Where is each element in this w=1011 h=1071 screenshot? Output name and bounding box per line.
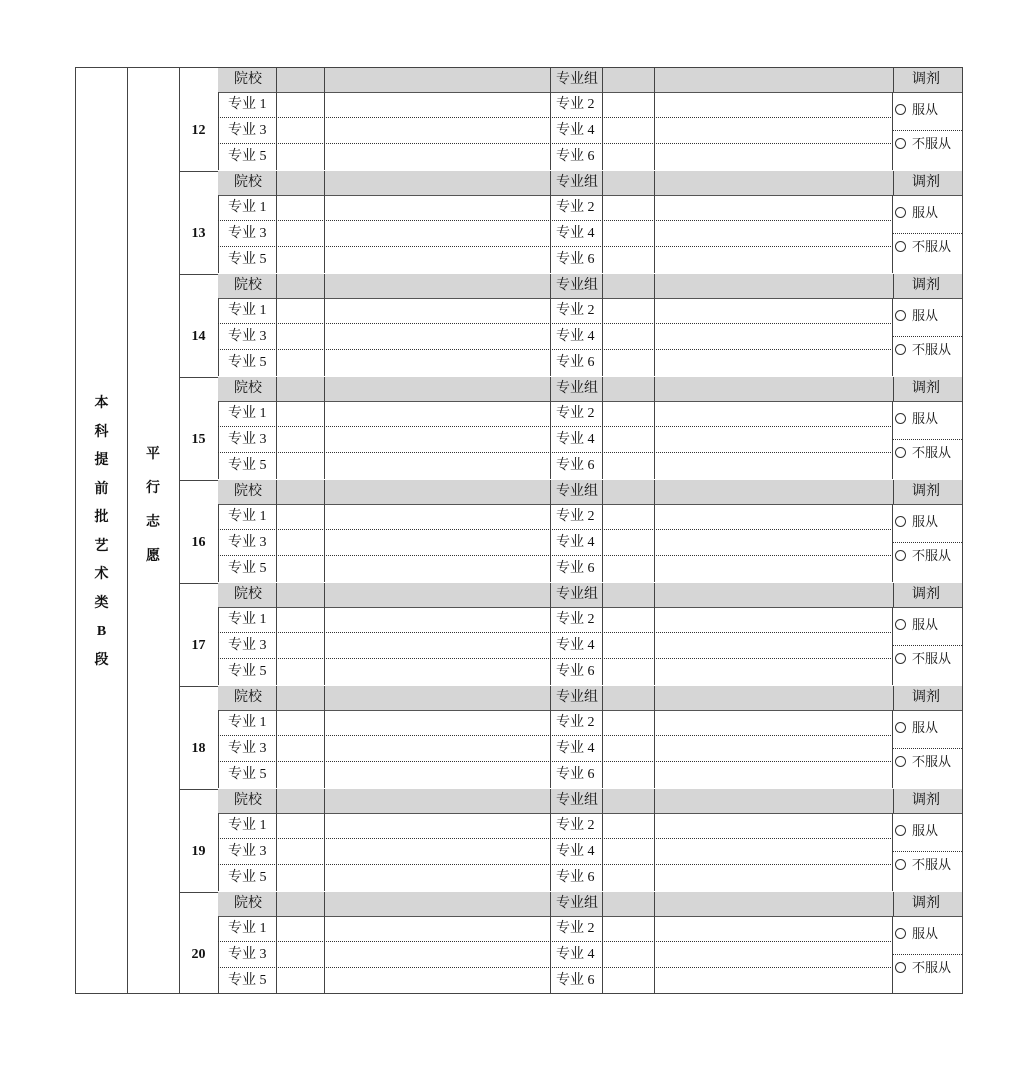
preference-block <box>179 480 962 583</box>
group-label: 专业组 <box>556 175 598 190</box>
major-label: 专业 5 <box>228 973 267 988</box>
radio-circle-icon[interactable] <box>895 138 906 149</box>
major-row <box>218 659 893 685</box>
group-input[interactable] <box>655 686 892 710</box>
not-obey-label: 不服从 <box>912 343 952 358</box>
major-label: 专业 3 <box>228 123 267 138</box>
not-obey-label: 不服从 <box>912 858 952 873</box>
radio-circle-icon[interactable] <box>895 825 906 836</box>
group-input[interactable] <box>655 480 892 504</box>
major-label: 专业 3 <box>228 638 267 653</box>
group-input[interactable] <box>655 68 892 92</box>
group-label: 专业组 <box>556 381 598 396</box>
major-label: 专业 4 <box>556 947 595 962</box>
obey-option[interactable] <box>895 615 938 637</box>
major-label: 专业 6 <box>556 149 595 164</box>
radio-circle-icon[interactable] <box>895 653 906 664</box>
major-label: 专业 3 <box>228 844 267 859</box>
preference-number: 17 <box>179 607 219 685</box>
major-row <box>218 736 893 762</box>
block-header-row <box>218 274 962 299</box>
radio-circle-icon[interactable] <box>895 344 906 355</box>
radio-circle-icon[interactable] <box>895 550 906 561</box>
major-row <box>218 839 893 865</box>
major-label: 专业 4 <box>556 638 595 653</box>
major-label: 专业 1 <box>228 921 267 936</box>
group-label: 专业组 <box>556 278 598 293</box>
section-char: 科 <box>94 424 109 440</box>
adjust-options <box>892 401 962 479</box>
preference-block <box>179 377 962 480</box>
major-label: 专业 1 <box>228 509 267 524</box>
school-input[interactable] <box>325 892 549 916</box>
major-label: 专业 2 <box>556 612 595 627</box>
major-label: 专业 2 <box>556 406 595 421</box>
major-label: 专业 5 <box>228 149 267 164</box>
type-label <box>127 438 179 574</box>
group-input[interactable] <box>655 789 892 813</box>
major-label: 专业 6 <box>556 973 595 988</box>
preference-block <box>179 274 962 377</box>
radio-circle-icon[interactable] <box>895 516 906 527</box>
adjust-options <box>892 298 962 376</box>
adjust-label: 调剂 <box>912 587 940 602</box>
not-obey-option[interactable] <box>895 546 951 568</box>
major-rows <box>218 607 893 685</box>
major-label: 专业 4 <box>556 844 595 859</box>
school-input[interactable] <box>325 480 549 504</box>
major-label: 专业 4 <box>556 535 595 550</box>
school-input[interactable] <box>325 68 549 92</box>
major-label: 专业 3 <box>228 226 267 241</box>
major-row <box>218 710 893 736</box>
section-char: 本 <box>94 396 109 411</box>
group-label: 专业组 <box>556 793 598 808</box>
block-header-row <box>218 377 962 402</box>
adjust-label: 调剂 <box>912 484 940 499</box>
section-column <box>76 68 128 993</box>
school-label: 院校 <box>234 896 262 911</box>
radio-circle-icon[interactable] <box>895 413 906 424</box>
major-label: 专业 5 <box>228 458 267 473</box>
school-label: 院校 <box>234 587 262 602</box>
school-label: 院校 <box>234 72 262 87</box>
major-label: 专业 5 <box>228 252 267 267</box>
school-input[interactable] <box>325 686 549 710</box>
block-header-row <box>218 171 962 196</box>
major-row <box>218 968 893 994</box>
major-label: 专业 2 <box>556 97 595 112</box>
major-label: 专业 5 <box>228 355 267 370</box>
school-label: 院校 <box>234 175 262 190</box>
major-label: 专业 5 <box>228 664 267 679</box>
adjust-options <box>892 710 962 788</box>
major-label: 专业 4 <box>556 432 595 447</box>
radio-circle-icon[interactable] <box>895 928 906 939</box>
radio-circle-icon[interactable] <box>895 104 906 115</box>
obey-label: 服从 <box>912 103 939 118</box>
major-label: 专业 3 <box>228 329 267 344</box>
type-char: 行 <box>146 481 160 496</box>
not-obey-option[interactable] <box>895 237 951 259</box>
major-label: 专业 1 <box>228 715 267 730</box>
school-label: 院校 <box>234 690 262 705</box>
major-label: 专业 6 <box>556 458 595 473</box>
section-char: 艺 <box>94 538 109 554</box>
section-char: B <box>96 624 107 639</box>
major-label: 专业 3 <box>228 432 267 447</box>
group-label: 专业组 <box>556 896 598 911</box>
obey-option[interactable] <box>895 821 938 843</box>
group-label: 专业组 <box>556 484 598 499</box>
major-row <box>218 221 893 247</box>
group-label: 专业组 <box>556 690 598 705</box>
section-char: 提 <box>94 453 109 468</box>
major-rows <box>218 813 893 891</box>
obey-label: 服从 <box>912 206 939 221</box>
major-row <box>218 556 893 582</box>
not-obey-option[interactable] <box>895 855 951 877</box>
not-obey-option[interactable] <box>895 958 951 980</box>
major-label: 专业 2 <box>556 303 595 318</box>
group-label: 专业组 <box>556 587 598 602</box>
adjust-label: 调剂 <box>912 896 940 911</box>
not-obey-option[interactable] <box>895 649 951 671</box>
group-input[interactable] <box>655 583 892 607</box>
radio-circle-icon[interactable] <box>895 962 906 973</box>
not-obey-option[interactable] <box>895 752 951 774</box>
major-rows <box>218 92 893 170</box>
school-label: 院校 <box>234 381 262 396</box>
radio-circle-icon[interactable] <box>895 619 906 630</box>
radio-circle-icon[interactable] <box>895 241 906 252</box>
major-label: 专业 1 <box>228 200 267 215</box>
major-label: 专业 2 <box>556 818 595 833</box>
obey-label: 服从 <box>912 721 939 736</box>
major-label: 专业 2 <box>556 200 595 215</box>
major-row <box>218 504 893 530</box>
group-input[interactable] <box>655 377 892 401</box>
radio-circle-icon[interactable] <box>895 859 906 870</box>
not-obey-label: 不服从 <box>912 652 952 667</box>
major-row <box>218 118 893 144</box>
school-input[interactable] <box>325 583 549 607</box>
adjust-label: 调剂 <box>912 175 940 190</box>
obey-option[interactable] <box>895 203 938 225</box>
adjust-label: 调剂 <box>912 381 940 396</box>
major-label: 专业 1 <box>228 97 267 112</box>
type-char: 愿 <box>146 549 160 564</box>
group-label: 专业组 <box>556 72 598 87</box>
obey-label: 服从 <box>912 515 939 530</box>
obey-option[interactable] <box>895 924 938 946</box>
major-row <box>218 453 893 479</box>
preference-number: 13 <box>179 195 219 273</box>
major-rows <box>218 195 893 273</box>
school-input[interactable] <box>325 789 549 813</box>
adjust-options <box>892 195 962 273</box>
adjust-label: 调剂 <box>912 690 940 705</box>
preference-number: 19 <box>179 813 219 891</box>
major-rows <box>218 916 893 994</box>
adjust-options <box>892 504 962 582</box>
major-row <box>218 427 893 453</box>
section-char: 类 <box>94 595 109 611</box>
major-row <box>218 195 893 221</box>
major-rows <box>218 710 893 788</box>
major-label: 专业 1 <box>228 818 267 833</box>
not-obey-option[interactable] <box>895 443 951 465</box>
not-obey-option[interactable] <box>895 134 951 156</box>
preference-number: 14 <box>179 298 219 376</box>
not-obey-option[interactable] <box>895 340 951 362</box>
block-header-row <box>218 686 962 711</box>
adjust-options <box>892 92 962 170</box>
group-input[interactable] <box>655 892 892 916</box>
not-obey-label: 不服从 <box>912 549 952 564</box>
major-row <box>218 144 893 170</box>
section-char: 术 <box>94 567 109 582</box>
type-char: 志 <box>146 515 160 530</box>
obey-label: 服从 <box>912 309 939 324</box>
major-label: 专业 6 <box>556 355 595 370</box>
adjust-options <box>892 607 962 685</box>
adjust-options <box>892 916 962 994</box>
school-label: 院校 <box>234 278 262 293</box>
major-label: 专业 5 <box>228 767 267 782</box>
obey-option[interactable] <box>895 409 938 431</box>
radio-circle-icon[interactable] <box>895 310 906 321</box>
group-input[interactable] <box>655 274 892 298</box>
section-label <box>76 390 127 675</box>
adjust-label: 调剂 <box>912 793 940 808</box>
major-row <box>218 607 893 633</box>
section-char: 段 <box>94 652 109 668</box>
not-obey-label: 不服从 <box>912 446 952 461</box>
preference-block <box>179 789 962 892</box>
school-input[interactable] <box>325 171 549 195</box>
major-label: 专业 6 <box>556 252 595 267</box>
major-label: 专业 3 <box>228 741 267 756</box>
block-header-row <box>218 68 962 93</box>
major-row <box>218 916 893 942</box>
major-row <box>218 401 893 427</box>
major-row <box>218 247 893 273</box>
obey-label: 服从 <box>912 824 939 839</box>
not-obey-label: 不服从 <box>912 240 952 255</box>
major-label: 专业 6 <box>556 870 595 885</box>
section-char: 前 <box>94 481 109 497</box>
preference-number: 12 <box>179 92 219 170</box>
major-rows <box>218 504 893 582</box>
major-row <box>218 813 893 839</box>
school-label: 院校 <box>234 484 262 499</box>
preference-block <box>179 583 962 686</box>
adjust-label: 调剂 <box>912 72 940 87</box>
not-obey-label: 不服从 <box>912 961 952 976</box>
preference-number: 20 <box>179 916 219 994</box>
school-label: 院校 <box>234 793 262 808</box>
type-column <box>127 68 180 993</box>
obey-label: 服从 <box>912 412 939 427</box>
major-row <box>218 298 893 324</box>
obey-label: 服从 <box>912 927 939 942</box>
major-row <box>218 633 893 659</box>
preference-number: 15 <box>179 401 219 479</box>
major-label: 专业 6 <box>556 664 595 679</box>
major-label: 专业 5 <box>228 870 267 885</box>
block-header-row <box>218 789 962 814</box>
radio-circle-icon[interactable] <box>895 207 906 218</box>
block-header-row <box>218 583 962 608</box>
section-char: 批 <box>94 510 109 525</box>
major-rows <box>218 298 893 376</box>
obey-option[interactable] <box>895 100 938 122</box>
major-label: 专业 4 <box>556 226 595 241</box>
adjust-options <box>892 813 962 891</box>
major-label: 专业 3 <box>228 947 267 962</box>
major-label: 专业 1 <box>228 406 267 421</box>
obey-option[interactable] <box>895 306 938 328</box>
major-label: 专业 1 <box>228 612 267 627</box>
major-label: 专业 6 <box>556 767 595 782</box>
major-label: 专业 4 <box>556 741 595 756</box>
major-label: 专业 2 <box>556 509 595 524</box>
not-obey-label: 不服从 <box>912 755 952 770</box>
not-obey-label: 不服从 <box>912 137 952 152</box>
major-row <box>218 530 893 556</box>
preference-block <box>179 171 962 274</box>
major-row <box>218 942 893 968</box>
major-row <box>218 762 893 788</box>
radio-circle-icon[interactable] <box>895 722 906 733</box>
preference-blocks <box>179 68 962 993</box>
major-row <box>218 324 893 350</box>
preference-block <box>179 892 962 995</box>
major-label: 专业 1 <box>228 303 267 318</box>
obey-label: 服从 <box>912 618 939 633</box>
preference-number: 16 <box>179 504 219 582</box>
type-char: 平 <box>146 447 160 462</box>
adjust-label: 调剂 <box>912 278 940 293</box>
major-label: 专业 2 <box>556 715 595 730</box>
group-input[interactable] <box>655 171 892 195</box>
preference-number: 18 <box>179 710 219 788</box>
major-row <box>218 92 893 118</box>
major-label: 专业 4 <box>556 329 595 344</box>
school-input[interactable] <box>325 377 549 401</box>
obey-option[interactable] <box>895 512 938 534</box>
major-label: 专业 5 <box>228 561 267 576</box>
obey-option[interactable] <box>895 718 938 740</box>
radio-circle-icon[interactable] <box>895 447 906 458</box>
block-header-row <box>218 480 962 505</box>
school-input[interactable] <box>325 274 549 298</box>
preference-block <box>179 68 962 171</box>
block-header-row <box>218 892 962 917</box>
major-row <box>218 865 893 891</box>
major-label: 专业 3 <box>228 535 267 550</box>
major-label: 专业 4 <box>556 123 595 138</box>
preference-block <box>179 686 962 789</box>
major-rows <box>218 401 893 479</box>
radio-circle-icon[interactable] <box>895 756 906 767</box>
application-form <box>75 67 963 994</box>
major-label: 专业 2 <box>556 921 595 936</box>
major-row <box>218 350 893 376</box>
major-label: 专业 6 <box>556 561 595 576</box>
